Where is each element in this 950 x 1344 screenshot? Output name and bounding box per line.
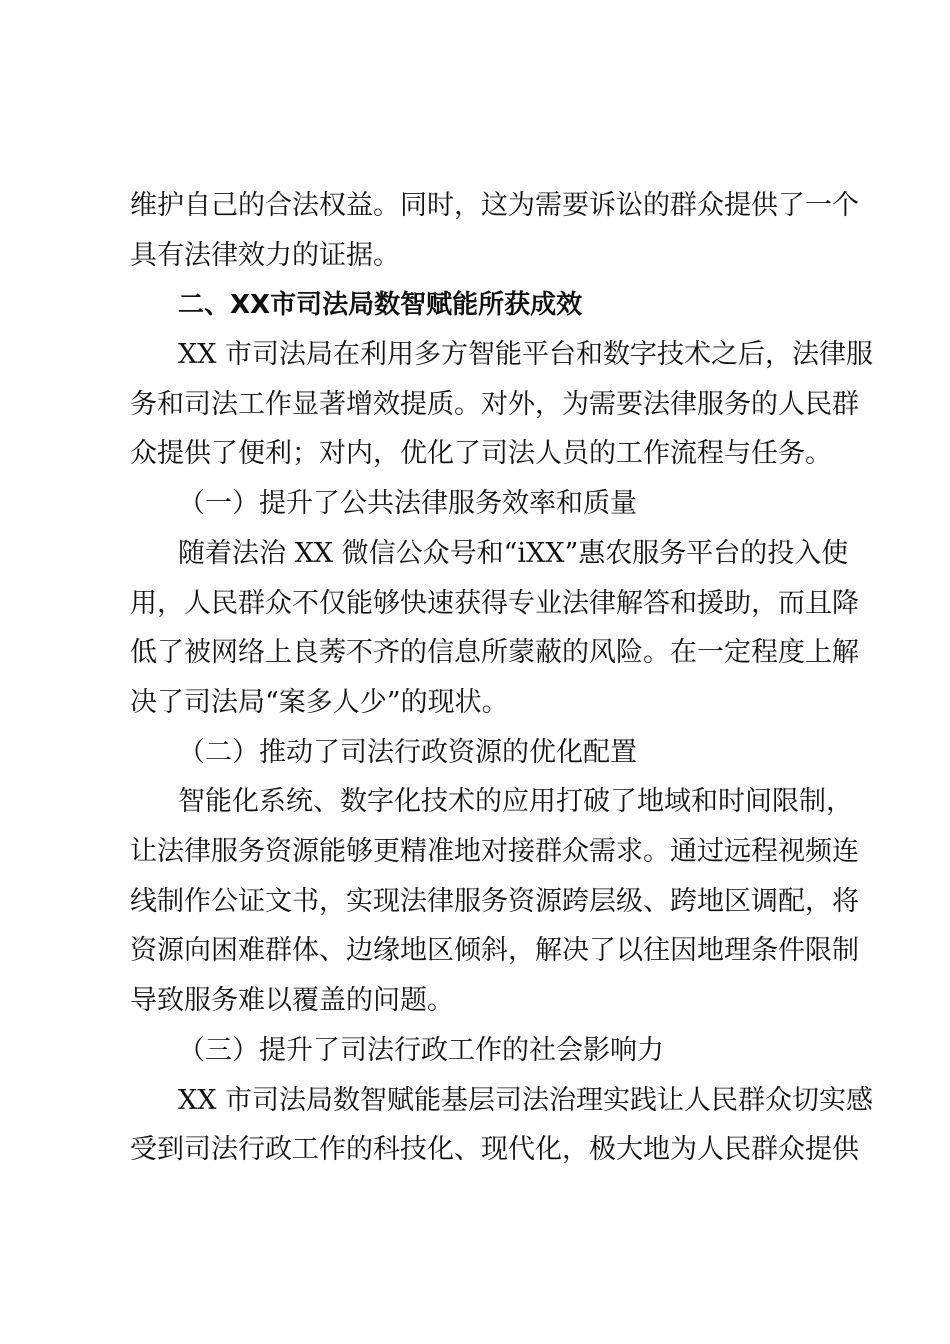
body-line: 务和司法工作显著增效提质。对外，为需要法律服务的人民群 — [130, 389, 859, 420]
body-line: 受到司法行政工作的科技化、现代化，极大地为人民群众提供 — [130, 1134, 859, 1165]
body-line: 智能化系统、数字化技术的应用打破了地域和时间限制， — [178, 786, 853, 817]
subsection-heading: （三）提升了司法行政工作的社会影响力 — [178, 1035, 664, 1066]
body-line: 让法律服务资源能够更精准地对接群众需求。通过远程视频连 — [130, 836, 859, 867]
subsection-heading: （二）推动了司法行政资源的优化配置 — [178, 737, 637, 768]
section-heading: 二、XX市司法局数智赋能所获成效 — [178, 290, 583, 320]
body-line: 线制作公证文书，实现法律服务资源跨层级、跨地区调配，将 — [130, 886, 859, 917]
body-line: 具有法律效力的证据。 — [130, 240, 400, 271]
body-line: 低了被网络上良莠不齐的信息所蒙蔽的风险。在一定程度上解 — [130, 637, 859, 668]
body-line: XX 市司法局数智赋能基层司法治理实践让人民群众切实感 — [178, 1085, 874, 1116]
body-line: 导致服务难以覆盖的问题。 — [130, 985, 454, 1016]
subsection-heading: （一）提升了公共法律服务效率和质量 — [178, 488, 637, 519]
body-line: 维护自己的合法权益。同时，这为需要诉讼的群众提供了一个 — [130, 190, 859, 221]
body-line: 决了司法局“案多人少”的现状。 — [130, 687, 509, 718]
body-line: 众提供了便利；对内，优化了司法人员的工作流程与任务。 — [130, 438, 832, 469]
body-line: 用，人民群众不仅能够快速获得专业法律解答和援助，而且降 — [130, 588, 859, 619]
body-line: XX 市司法局在利用多方智能平台和数字技术之后，法律服 — [178, 339, 874, 370]
body-line: 资源向困难群体、边缘地区倾斜，解决了以往因地理条件限制 — [130, 935, 859, 966]
body-line: 随着法治 XX 微信公众号和“iXX”惠农服务平台的投入使 — [178, 538, 849, 569]
